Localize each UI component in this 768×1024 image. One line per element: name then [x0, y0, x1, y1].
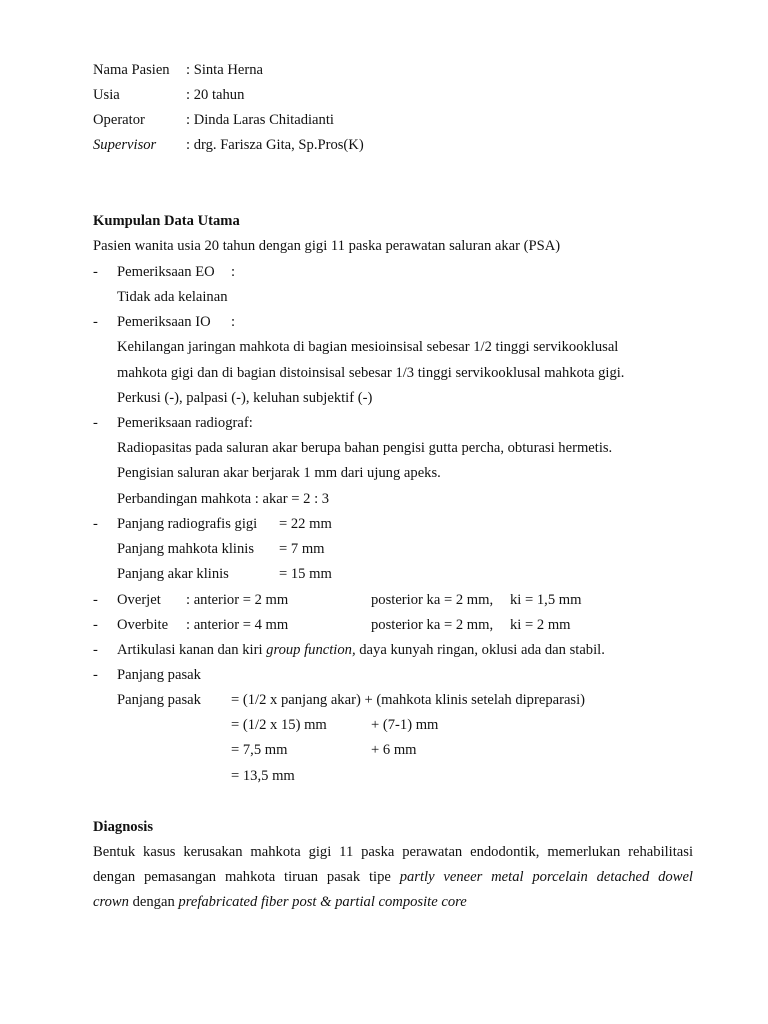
root-length-label: Panjang akar klinis [117, 566, 229, 582]
bullet-dash: - [93, 642, 98, 658]
overbite-ki: ki = 2 mm [510, 617, 571, 633]
overbite-anterior: : anterior = 4 mm [186, 617, 289, 633]
io-label: Pemeriksaan IO [117, 314, 211, 330]
section-heading-main-data: Kumpulan Data Utama [93, 213, 240, 229]
post-calc-line-3b: + 6 mm [371, 742, 417, 758]
overjet-ki: ki = 1,5 mm [510, 592, 582, 608]
post-calc-line-3a: = 7,5 mm [231, 742, 288, 758]
tooth-length-label: Panjang radiografis gigi [117, 516, 258, 532]
io-line-1: Kehilangan jaringan mahkota di bagian mesioinsisal sebesar 1/2 tinggi servikooklusal [117, 339, 619, 355]
eo-result: Tidak ada kelainan [117, 289, 228, 305]
supervisor-label: Supervisor [93, 137, 157, 153]
crown-length-label: Panjang mahkota klinis [117, 541, 255, 557]
io-colon: : [231, 314, 236, 330]
post-calc-line-2b: + (7-1) mm [371, 717, 439, 733]
overbite-posterior: posterior ka = 2 mm, [371, 617, 494, 633]
io-line-3: Perkusi (-), palpasi (-), keluhan subjektif (-) [117, 390, 373, 406]
radiograph-line-3: Perbandingan mahkota : akar = 2 : 3 [117, 491, 330, 507]
patient-name-value: : Sinta Herna [186, 62, 264, 78]
patient-name-label: Nama Pasien [93, 62, 170, 78]
diagnosis-line-3-italic-2: prefabricated fiber post & partial composite core [178, 894, 467, 910]
overjet-posterior: posterior ka = 2 mm, [371, 592, 494, 608]
section-heading-diagnosis: Diagnosis [93, 819, 154, 835]
overbite-label: Overbite [117, 617, 169, 633]
overjet-anterior: : anterior = 2 mm [186, 592, 289, 608]
bullet-dash: - [93, 667, 98, 683]
bullet-dash: - [93, 592, 98, 608]
diagnosis-line-2 [93, 868, 693, 886]
io-line-2: mahkota gigi dan di bagian distoinsisal sebesar 1/3 tinggi servikooklusal mahkota gigi. [117, 365, 625, 381]
radiograph-label: Pemeriksaan radiograf: [117, 415, 253, 431]
post-calc-line-4: = 13,5 mm [231, 768, 295, 784]
supervisor-value: : drg. Farisza Gita, Sp.Pros(K) [186, 137, 364, 153]
post-length-label: Panjang pasak [117, 667, 201, 683]
bullet-dash: - [93, 314, 98, 330]
bullet-dash: - [93, 415, 98, 431]
diagnosis-line-3-italic-1: crown [93, 894, 129, 910]
operator-label: Operator [93, 112, 145, 128]
radiograph-line-1: Radiopasitas pada saluran akar berupa bahan pengisi gutta percha, obturasi hermetis. [117, 440, 613, 456]
bullet-dash: - [93, 264, 98, 280]
diagnosis-line-3 [93, 893, 467, 911]
radiograph-line-2: Pengisian saluran akar berjarak 1 mm dari ujung apeks. [117, 465, 441, 481]
patient-age-value: : 20 tahun [186, 87, 245, 103]
crown-length-value: = 7 mm [279, 541, 325, 557]
patient-age-label: Usia [93, 87, 120, 103]
post-calc-line-2a: = (1/2 x 15) mm [231, 717, 327, 733]
operator-value: : Dinda Laras Chitadianti [186, 112, 334, 128]
diagnosis-line-1: Bentuk kasus kerusakan mahkota gigi 11 paska perawatan endodontik, memerlukan rehabilitasi [93, 844, 693, 860]
post-calc-label: Panjang pasak [117, 692, 201, 708]
bullet-dash: - [93, 516, 98, 532]
eo-label: Pemeriksaan EO [117, 264, 215, 280]
articulation-italic: group function, [266, 642, 356, 658]
articulation-pre: Artikulasi kanan dan kiri [117, 642, 267, 658]
overjet-label: Overjet [117, 592, 161, 608]
diagnosis-line-3-mid: dengan [128, 894, 179, 910]
post-calc-line-1: = (1/2 x panjang akar) + (mahkota klinis setelah dipreparasi) [231, 692, 586, 708]
diagnosis-line-2-italic: partly veneer metal porcelain detached dowel [399, 869, 693, 885]
tooth-length-value: = 22 mm [279, 516, 332, 532]
bullet-dash: - [93, 617, 98, 633]
intro-text: Pasien wanita usia 20 tahun dengan gigi 11 paska perawatan saluran akar (PSA) [93, 238, 561, 254]
root-length-value: = 15 mm [279, 566, 332, 582]
eo-colon: : [231, 264, 236, 280]
articulation-text [117, 641, 605, 659]
articulation-post: daya kunyah ringan, oklusi ada dan stabil. [355, 642, 605, 658]
diagnosis-line-2-pre: dengan pemasangan mahkota tiruan pasak tipe [93, 869, 400, 885]
